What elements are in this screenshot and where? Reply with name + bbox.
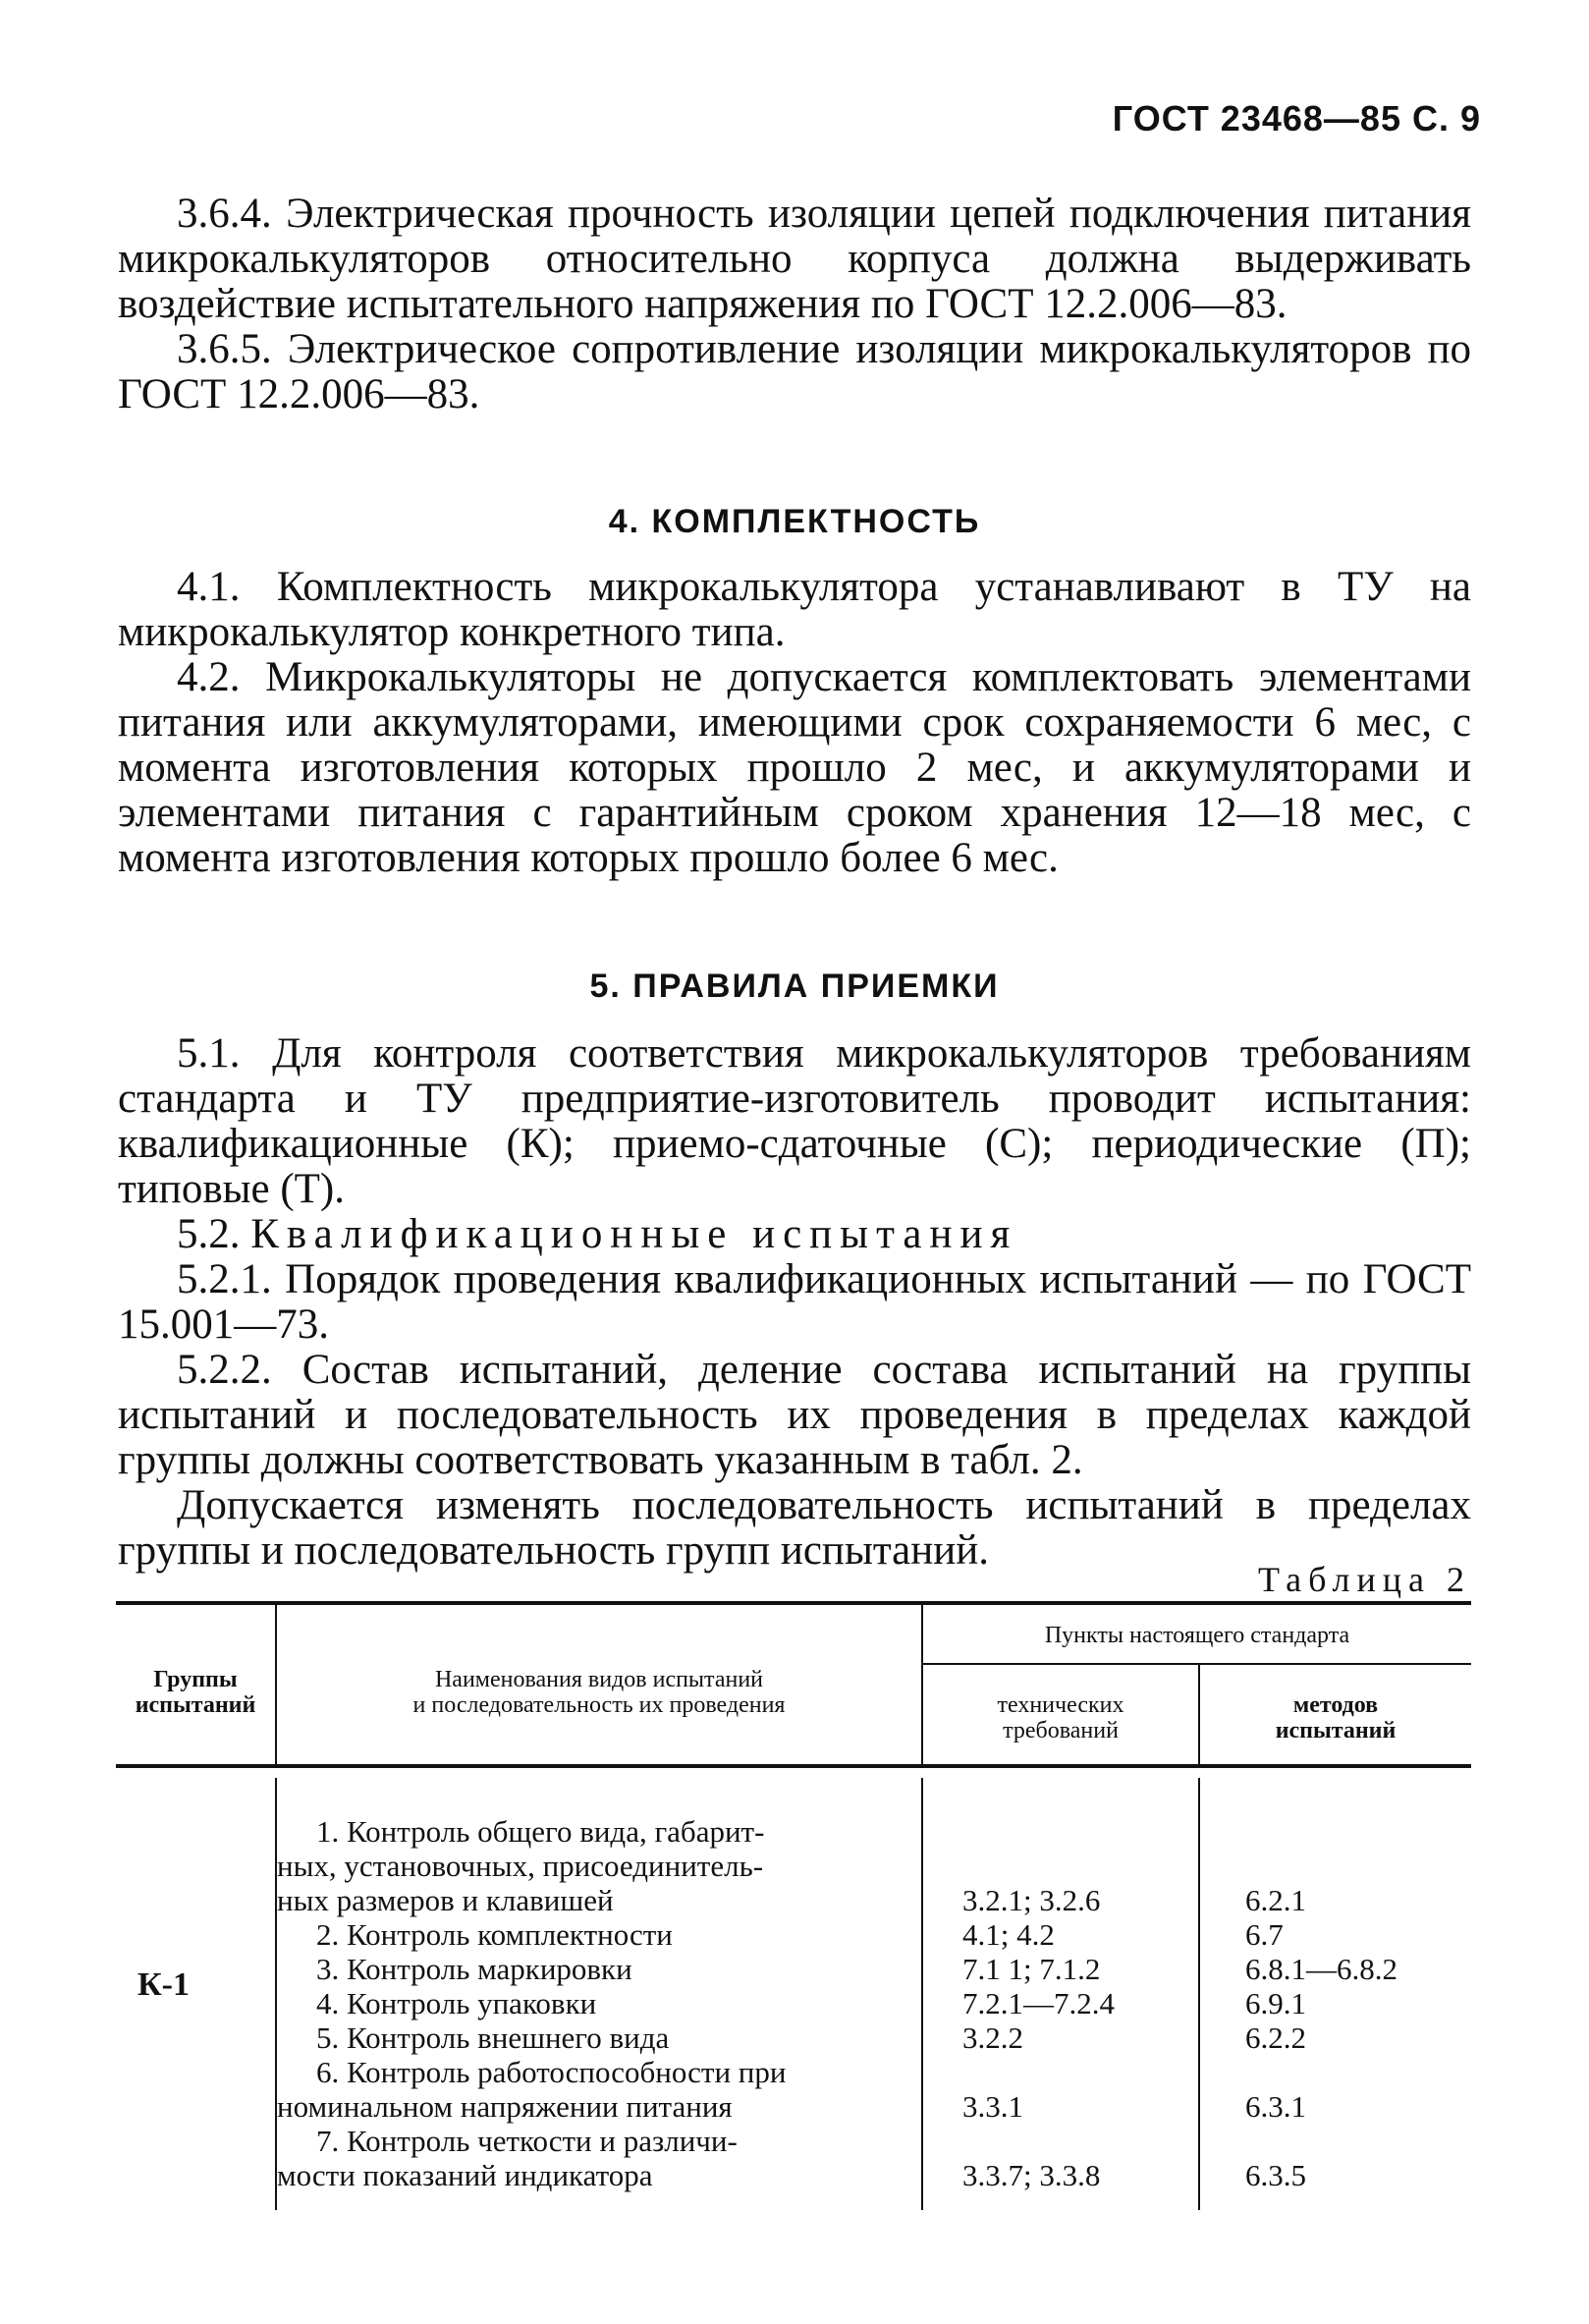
method-cell: 6.2.1	[1245, 1883, 1306, 1917]
test-line: мости показаний индикатора	[277, 2158, 653, 2192]
section-5-title: 5. ПРАВИЛА ПРИЕМКИ	[589, 968, 1000, 1005]
method-cell: 6.7	[1245, 1917, 1284, 1952]
header-methods-line1: методов	[1292, 1692, 1379, 1718]
test-line: ных размеров и клавишей	[277, 1883, 614, 1917]
paragraph-5-2	[118, 1212, 1471, 1257]
paragraph-5-2-number: 5.2.	[177, 1211, 241, 1257]
block-4	[118, 565, 1471, 881]
tech-req-column	[962, 1883, 1115, 2192]
test-line: 5. Контроль внешнего вида	[316, 2020, 670, 2055]
method-cell: 6.9.1	[1245, 1986, 1306, 2020]
method-cell: 6.2.2	[1245, 2020, 1306, 2055]
header-test-names	[277, 1667, 921, 1718]
body-divider-3	[1198, 1778, 1200, 2210]
paragraph-4-2: 4.2. Микрокалькуляторы не допускается комплектовать элементами питания или аккумуляторами, имеющими срок сохраняемости 6 мес, с момента изготовления которых прошло 2 мес, и аккумуляторами и элементами питания с гарантийным сроком хранения 12—18 мес, с момента изготовления которых прошло более 6 мес.	[118, 654, 1471, 881]
method-cell: 6.3.1	[1245, 2089, 1306, 2124]
test-line: 7. Контроль четкости и различи-	[316, 2124, 738, 2158]
header-subrule	[923, 1663, 1471, 1665]
header-test-names-line2: и последовательность их проведения	[412, 1692, 786, 1718]
test-line: 3. Контроль маркировки	[316, 1952, 632, 1986]
group-label: К-1	[137, 1966, 190, 2003]
header-test-names-line1: Наименования видов испытаний	[434, 1667, 764, 1692]
paragraph-3-6-5: 3.6.5. Электрическое сопротивление изоляции микрокалькуляторов по ГОСТ 12.2.006—83.	[118, 326, 1471, 417]
block-5	[118, 1031, 1471, 1574]
tech-req-cell: 7.2.1—7.2.4	[962, 1986, 1115, 2020]
header-groups: Группы испытаний	[135, 1667, 256, 1718]
method-cell: 6.3.5	[1245, 2158, 1306, 2192]
page-header: ГОСТ 23468—85 С. 9	[1112, 98, 1481, 138]
paragraph-3-6-4: 3.6.4. Электрическая прочность изоляции цепей подключения питания микрокалькуляторов относительно корпуса должна выдерживать воздействие испытательного напряжения по ГОСТ 12.2.006—83.	[118, 191, 1471, 327]
tech-req-cell: 7.1 1; 7.1.2	[962, 1952, 1101, 1986]
table-top-rule	[116, 1601, 1471, 1605]
test-line: номинальном напряжении питания	[277, 2089, 733, 2124]
table-header-rule	[116, 1764, 1471, 1768]
tech-req-cell: 3.3.7; 3.3.8	[962, 2158, 1101, 2192]
section-4-title: 4. КОМПЛЕКТНОСТЬ	[608, 503, 981, 540]
paragraph-allow: Допускается изменять последовательность испытаний в пределах группы и последовательность групп испытаний.	[118, 1482, 1471, 1574]
header-methods	[1200, 1692, 1471, 1743]
test-line: 6. Контроль работоспособности при	[316, 2055, 787, 2089]
test-line: 1. Контроль общего вида, габарит-	[316, 1814, 765, 1849]
tech-req-cell: 3.2.2	[962, 2020, 1023, 2055]
paragraph-5-2-2: 5.2.2. Состав испытаний, деление состава испытаний на группы испытаний и последовательность их проведения в пределах каждой группы должны соответствовать указанным в табл. 2.	[118, 1347, 1471, 1483]
block-3-6	[118, 192, 1471, 417]
test-line: 2. Контроль комплектности	[316, 1917, 673, 1952]
paragraph-5-1: 5.1. Для контроля соответствия микрокалькуляторов требованиям стандарта и ТУ предприятие-изготовитель проводит испытания: квалификационные (К); приемо-сдаточные (С); периодические (П); типовые (Т).	[118, 1030, 1471, 1212]
header-tech-req-line2: требований	[1003, 1718, 1119, 1743]
tech-req-cell: 4.1; 4.2	[962, 1917, 1055, 1952]
paragraph-5-2-title: Квалификационные испытания	[250, 1211, 1018, 1257]
test-list	[277, 1814, 915, 2192]
tech-req-cell: 3.2.1; 3.2.6	[962, 1883, 1101, 1917]
methods-column	[1245, 1883, 1397, 2192]
paragraph-4-1: 4.1. Комплектность микрокалькулятора устанавливают в ТУ на микрокалькулятор конкретного типа.	[118, 564, 1471, 655]
paragraph-5-2-1: 5.2.1. Порядок проведения квалификационных испытаний — по ГОСТ 15.001—73.	[118, 1256, 1471, 1348]
header-tech-req-line1: технических	[997, 1692, 1124, 1718]
table-caption: Таблица 2	[1258, 1560, 1471, 1599]
header-methods-line2: испытаний	[1275, 1718, 1397, 1743]
header-clauses: Пункты настоящего стандарта	[1044, 1623, 1350, 1648]
method-cell: 6.8.1—6.8.2	[1245, 1952, 1397, 1986]
body-divider-2	[921, 1778, 923, 2210]
tech-req-cell: 3.3.1	[962, 2089, 1023, 2124]
header-tech-req	[923, 1692, 1198, 1743]
test-line: ных, установочных, присоединитель-	[277, 1849, 764, 1883]
test-line: 4. Контроль упаковки	[316, 1986, 597, 2020]
